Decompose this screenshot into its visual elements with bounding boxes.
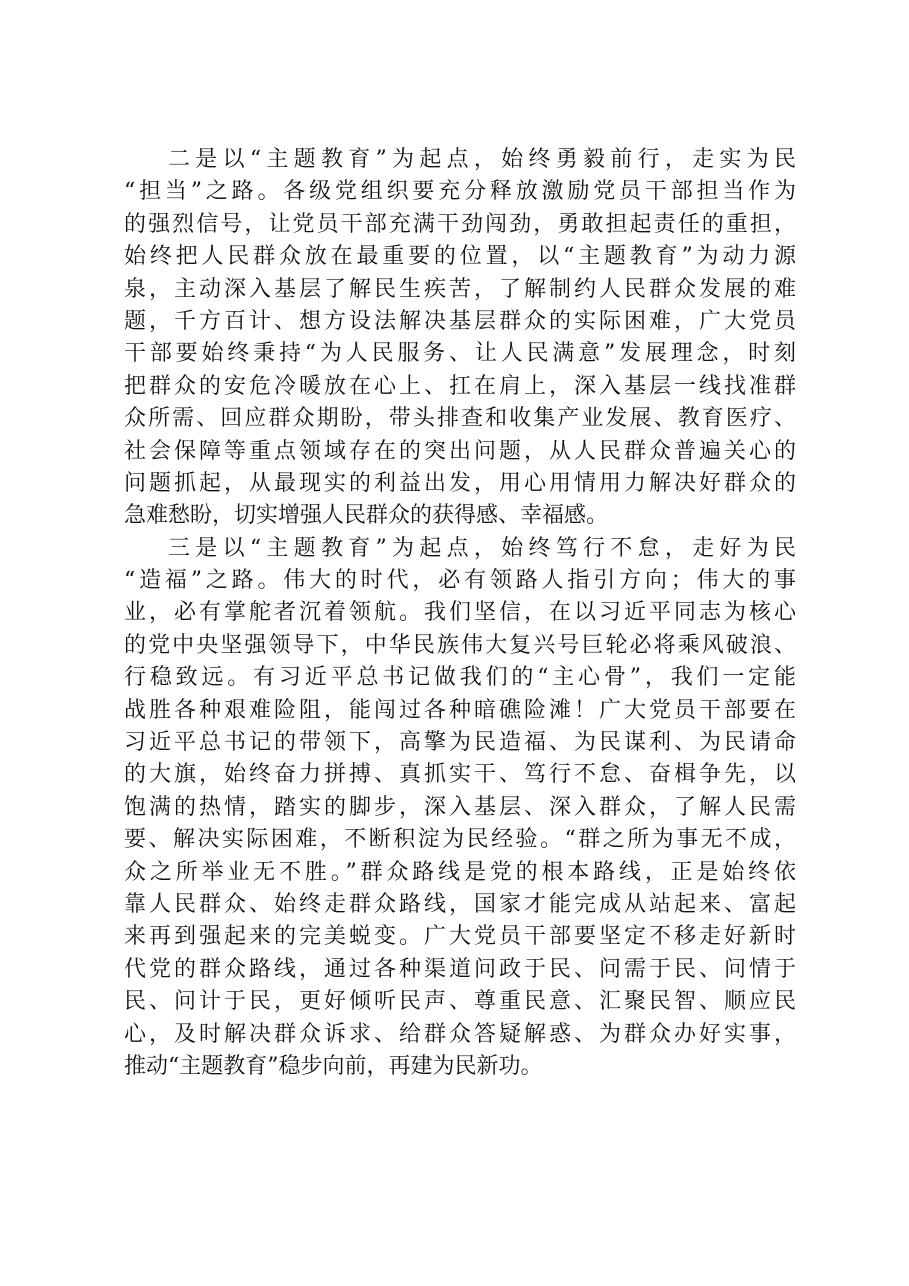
text-line: 急难愁盼，切实增强人民群众的获得感、幸福感。: [124, 503, 609, 529]
text-line: 众所需、回应群众期盼，带头排查和收集产业发展、教育医疗、: [124, 406, 796, 432]
document-body: [124, 144, 796, 1083]
text-line: “担当”之路。各级党组织要充分释放激励党员干部担当作为: [124, 179, 796, 205]
text-line: “造福”之路。伟大的时代，必有领路人指引方向；伟大的事: [124, 568, 796, 594]
text-line: 社会保障等重点领域存在的突出问题，从人民群众普遍关心的: [124, 438, 796, 464]
text-line: 民、问计于民，更好倾听民声、尊重民意、汇聚民智、顺应民: [124, 989, 796, 1015]
text-line: 把群众的安危冷暖放在心上、扛在肩上，深入基层一线找准群: [124, 373, 796, 399]
text-line: 题，千方百计、想方设法解决基层群众的实际困难，广大党员: [124, 308, 796, 334]
text-line: 的大旗，始终奋力拼搏、真抓实干、笃行不怠、奋楫争先，以: [124, 762, 796, 788]
text-line: 问题抓起，从最现实的利益出发，用心用情用力解决好群众的: [124, 470, 796, 496]
text-line: 推动“主题教育”稳步向前，再建为民新功。: [124, 1053, 543, 1079]
text-line: 要、解决实际困难，不断积淀为民经验。“群之所为事无不成，: [124, 827, 796, 853]
text-line: 饱满的热情，踏实的脚步，深入基层、深入群众，了解人民需: [124, 794, 796, 820]
text-line: 行稳致远。有习近平总书记做我们的“主心骨”，我们一定能: [124, 665, 796, 691]
paragraph-two: [124, 533, 796, 1084]
text-line: 始终把人民群众放在最重要的位置，以“主题教育”为动力源: [124, 244, 796, 270]
text-line: 战胜各种艰难险阻，能闯过各种暗礁险滩！广大党员干部要在: [124, 697, 796, 723]
text-line: 众之所举业无不胜。”群众路线是党的根本路线，正是始终依: [124, 859, 796, 885]
text-line: 的强烈信号，让党员干部充满干劲闯劲，勇敢担起责任的重担，: [124, 211, 796, 237]
text-line: 三是以“主题教育”为起点，始终笃行不怠，走好为民: [168, 535, 796, 561]
text-line: 泉，主动深入基层了解民生疾苦，了解制约人民群众发展的难: [124, 276, 796, 302]
text-line: 代党的群众路线，通过各种渠道问政于民、问需于民、问情于: [124, 956, 796, 982]
text-line: 干部要始终秉持“为人民服务、让人民满意”发展理念，时刻: [124, 341, 796, 367]
text-line: 业，必有掌舵者沉着领航。我们坚信，在以习近平同志为核心: [124, 600, 796, 626]
text-line: 来再到强起来的完美蜕变。广大党员干部要坚定不移走好新时: [124, 924, 796, 950]
text-line: 习近平总书记的带领下，高擎为民造福、为民谋利、为民请命: [124, 730, 796, 756]
paragraph-one: [124, 144, 796, 533]
text-line: 靠人民群众、始终走群众路线，国家才能完成从站起来、富起: [124, 891, 796, 917]
text-line: 的党中央坚强领导下，中华民族伟大复兴号巨轮必将乘风破浪、: [124, 632, 796, 658]
text-line: 二是以“主题教育”为起点，始终勇毅前行，走实为民: [168, 147, 796, 172]
text-line: 心，及时解决群众诉求、给群众答疑解惑、为群众办好实事，: [124, 1021, 796, 1047]
